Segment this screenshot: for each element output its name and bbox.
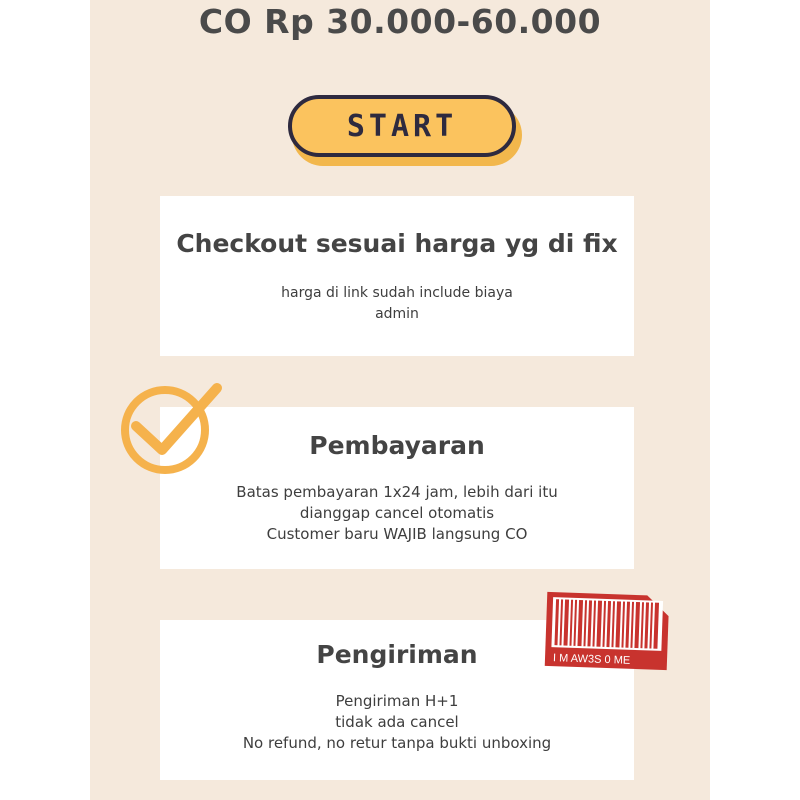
card-line: dianggap cancel otomatis xyxy=(299,504,495,522)
card-title: Pengiriman xyxy=(316,640,478,669)
info-card-payment xyxy=(160,407,634,569)
checkmark-circle-icon xyxy=(121,378,223,478)
info-card-checkout xyxy=(160,196,634,356)
card-body xyxy=(160,283,634,325)
card-line: Customer baru WAJIB langsung CO xyxy=(266,525,528,543)
card-line: tidak ada cancel xyxy=(335,713,459,731)
card-title: Checkout sesuai harga yg di fix xyxy=(176,229,618,258)
card-line: No refund, no retur tanpa bukti unboxing xyxy=(242,734,552,752)
start-button-wrap xyxy=(288,95,524,169)
card-title: Pembayaran xyxy=(309,431,485,460)
barcode-label: I M AW3S 0 ME xyxy=(552,652,631,667)
card-line: harga di link sudah include biaya xyxy=(281,285,513,301)
barcode-sticker-icon xyxy=(541,588,674,674)
card-line: Pengiriman H+1 xyxy=(335,692,459,710)
page-title: CO Rp 30.000-60.000 xyxy=(198,2,602,41)
card-line: Batas pembayaran 1x24 jam, lebih dari itu xyxy=(236,483,558,501)
content-panel xyxy=(90,0,710,800)
card-body xyxy=(160,691,634,754)
card-body xyxy=(160,482,634,545)
card-line: admin xyxy=(375,306,419,322)
start-button[interactable]: START xyxy=(288,95,516,157)
